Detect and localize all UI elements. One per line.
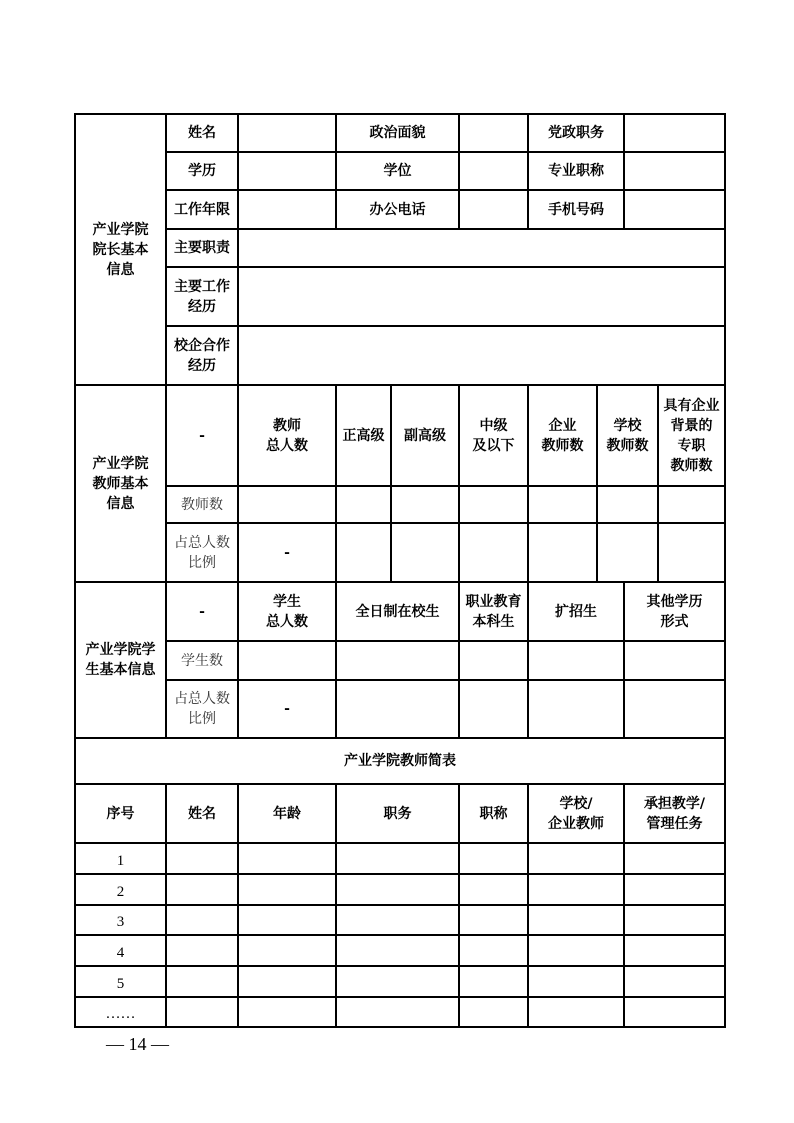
director-label [527, 113, 625, 153]
teachers-column-header-text: 中级 及以下 [472, 417, 515, 454]
roster-cell[interactable] [527, 965, 625, 998]
roster-cell[interactable] [165, 996, 239, 1028]
director-textarea[interactable] [237, 228, 726, 268]
students-cell[interactable] [458, 679, 529, 739]
roster-cell[interactable] [527, 842, 625, 875]
roster-cell[interactable] [335, 873, 460, 906]
director-label-text: 办公电话 [369, 201, 426, 218]
section-label-director [74, 113, 167, 386]
roster-cell[interactable] [237, 842, 337, 875]
roster-cell[interactable] [458, 904, 529, 936]
director-label-text: 党政职务 [548, 125, 604, 141]
roster-cell[interactable] [237, 904, 337, 936]
director-label [165, 151, 239, 191]
teachers-cell[interactable] [335, 522, 392, 583]
roster-column-header-text: 年龄 [273, 805, 301, 822]
teachers-row-label-text: 占总人数 比例 [174, 534, 230, 571]
teachers-corner [165, 384, 239, 487]
roster-row-number [74, 873, 167, 906]
teachers-column-header [596, 384, 659, 487]
roster-column-header [623, 783, 726, 844]
teachers-column-header-text: 副高级 [404, 427, 446, 444]
roster-cell[interactable] [165, 873, 239, 906]
roster-cell[interactable] [237, 965, 337, 998]
students-cell [237, 679, 337, 739]
roster-cell[interactable] [335, 996, 460, 1028]
roster-row-number-text: 4 [116, 945, 125, 961]
teachers-column-header [390, 384, 460, 487]
roster-cell[interactable] [165, 842, 239, 875]
roster-cell[interactable] [335, 934, 460, 967]
roster-column-header-text: 职称 [479, 805, 508, 822]
section-label-teachers [74, 384, 167, 583]
director-input[interactable] [237, 151, 337, 191]
roster-column-header [458, 783, 529, 844]
students-column-header-text: 其他学历 形式 [646, 593, 703, 630]
teachers-corner-text: - [199, 427, 205, 444]
director-input[interactable] [237, 113, 337, 153]
students-column-header [623, 581, 726, 642]
roster-cell[interactable] [527, 904, 625, 936]
roster-row-number [74, 996, 167, 1028]
roster-cell[interactable] [527, 934, 625, 967]
students-column-header [237, 581, 337, 642]
teachers-cell [237, 522, 337, 583]
director-input[interactable] [237, 189, 337, 230]
roster-row-number-text: 5 [116, 976, 125, 992]
teachers-row-label [165, 522, 239, 583]
students-column-header-text: 全日制在校生 [355, 603, 440, 620]
roster-cell[interactable] [527, 873, 625, 906]
roster-cell[interactable] [335, 842, 460, 875]
teachers-cell[interactable] [657, 485, 726, 524]
director-label [165, 113, 239, 153]
roster-cell[interactable] [335, 904, 460, 936]
roster-column-header [335, 783, 460, 844]
teachers-column-header-text: 企业 教师数 [541, 417, 584, 454]
roster-cell[interactable] [458, 842, 529, 875]
teachers-cell[interactable] [237, 485, 337, 524]
director-label-text: 手机号码 [548, 201, 604, 218]
director-label [165, 266, 239, 327]
teachers-row-label-text: 教师数 [181, 496, 223, 513]
roster-cell[interactable] [623, 873, 726, 906]
director-input[interactable] [458, 113, 529, 153]
roster-cell[interactable] [165, 965, 239, 998]
director-label-text: 校企合作 经历 [174, 337, 230, 374]
teachers-cell[interactable] [390, 485, 460, 524]
roster-title [74, 737, 726, 785]
students-column-header-text: 学生 总人数 [266, 593, 308, 630]
students-cell[interactable] [623, 679, 726, 739]
director-textarea[interactable] [237, 325, 726, 386]
roster-row-number-text: 1 [116, 853, 125, 869]
roster-row-number [74, 904, 167, 936]
students-corner-text: - [199, 603, 205, 620]
roster-row-number [74, 934, 167, 967]
roster-column-header-text: 姓名 [188, 805, 216, 822]
page-number: — 14 — [106, 1034, 169, 1054]
roster-row-number-text: 2 [116, 884, 125, 900]
students-cell[interactable] [335, 679, 460, 739]
roster-column-header-text: 职务 [383, 805, 412, 822]
students-column-header [527, 581, 625, 642]
roster-cell[interactable] [335, 965, 460, 998]
roster-title-text: 产业学院教师简表 [344, 753, 456, 769]
roster-cell[interactable] [237, 934, 337, 967]
director-label-text: 学位 [383, 163, 412, 179]
teachers-column-header-text: 学校 教师数 [606, 417, 649, 454]
teachers-cell[interactable] [458, 522, 529, 583]
director-label [335, 113, 460, 153]
director-textarea[interactable] [237, 266, 726, 327]
director-input[interactable] [623, 189, 726, 230]
teachers-cell[interactable] [458, 485, 529, 524]
students-column-header [458, 581, 529, 642]
director-input[interactable] [458, 189, 529, 230]
teachers-cell[interactable] [596, 485, 659, 524]
director-label [527, 151, 625, 191]
roster-cell[interactable] [458, 965, 529, 998]
director-label-text: 姓名 [188, 125, 216, 141]
roster-cell[interactable] [623, 996, 726, 1028]
roster-row-number [74, 842, 167, 875]
section-label-students [74, 581, 167, 739]
teachers-column-header-text: 具有企业 背景的 专职 教师数 [663, 397, 720, 474]
teachers-column-header [657, 384, 726, 487]
roster-cell[interactable] [237, 873, 337, 906]
director-label-text: 工作年限 [174, 201, 230, 218]
director-label-text: 主要职责 [174, 240, 230, 256]
roster-column-header [165, 783, 239, 844]
director-label-text: 主要工作 经历 [174, 278, 230, 315]
roster-cell[interactable] [623, 904, 726, 936]
roster-column-header [237, 783, 337, 844]
roster-column-header-text: 承担教学/ 管理任务 [643, 795, 706, 832]
roster-row-number [74, 965, 167, 998]
students-cell[interactable] [237, 640, 337, 681]
director-label [165, 228, 239, 268]
director-label [335, 151, 460, 191]
roster-cell[interactable] [458, 934, 529, 967]
teachers-cell[interactable] [390, 522, 460, 583]
director-label [165, 325, 239, 386]
students-corner [165, 581, 239, 642]
director-input[interactable] [458, 151, 529, 191]
roster-row-number-text: …… [105, 1006, 136, 1022]
students-row-label-text: 占总人数 比例 [174, 691, 230, 727]
section-label-teachers-text: 产业学院 教师基本 信息 [92, 455, 149, 512]
roster-cell[interactable] [165, 904, 239, 936]
teachers-row-label [165, 485, 239, 524]
director-input[interactable] [623, 151, 726, 191]
students-cell[interactable] [527, 679, 625, 739]
teachers-cell[interactable] [527, 485, 598, 524]
roster-cell[interactable] [165, 934, 239, 967]
roster-cell[interactable] [458, 996, 529, 1028]
director-label-text: 专业职称 [548, 163, 604, 179]
section-label-students-text: 产业学院学 生基本信息 [85, 642, 156, 678]
teachers-cell[interactable] [335, 485, 392, 524]
roster-cell[interactable] [623, 965, 726, 998]
students-cell[interactable] [623, 640, 726, 681]
teachers-column-header [335, 384, 392, 487]
roster-column-header [527, 783, 625, 844]
students-row-label-text: 学生数 [181, 652, 223, 669]
roster-column-header-text: 序号 [106, 805, 135, 822]
roster-row-number-text: 3 [116, 914, 125, 930]
teachers-column-header [237, 384, 337, 487]
students-cell[interactable] [458, 640, 529, 681]
director-label-text: 政治面貌 [369, 125, 426, 141]
director-label-text: 学历 [188, 163, 216, 179]
students-cell[interactable] [527, 640, 625, 681]
teachers-column-header [458, 384, 529, 487]
teachers-column-header-text: 教师 总人数 [266, 417, 308, 454]
teachers-cell[interactable] [527, 522, 598, 583]
teachers-column-header-text: 正高级 [342, 427, 385, 444]
teachers-column-header [527, 384, 598, 487]
director-label [165, 189, 239, 230]
students-column-header-text: 职业教育 本科生 [465, 593, 522, 630]
teachers-cell-text: - [284, 544, 290, 561]
roster-cell[interactable] [623, 934, 726, 967]
students-row-label [165, 679, 239, 739]
students-column-header [335, 581, 460, 642]
students-cell[interactable] [335, 640, 460, 681]
roster-column-header [74, 783, 167, 844]
roster-cell[interactable] [623, 842, 726, 875]
students-column-header-text: 扩招生 [555, 603, 597, 620]
roster-cell[interactable] [237, 996, 337, 1028]
director-label [527, 189, 625, 230]
roster-cell[interactable] [458, 873, 529, 906]
teachers-cell[interactable] [657, 522, 726, 583]
director-label [335, 189, 460, 230]
director-input[interactable] [623, 113, 726, 153]
section-label-director-text: 产业学院 院长基本 信息 [92, 221, 149, 278]
teachers-cell[interactable] [596, 522, 659, 583]
students-row-label [165, 640, 239, 681]
roster-column-header-text: 学校/ 企业教师 [548, 795, 604, 832]
students-cell-text: - [284, 701, 290, 717]
roster-cell[interactable] [527, 996, 625, 1028]
